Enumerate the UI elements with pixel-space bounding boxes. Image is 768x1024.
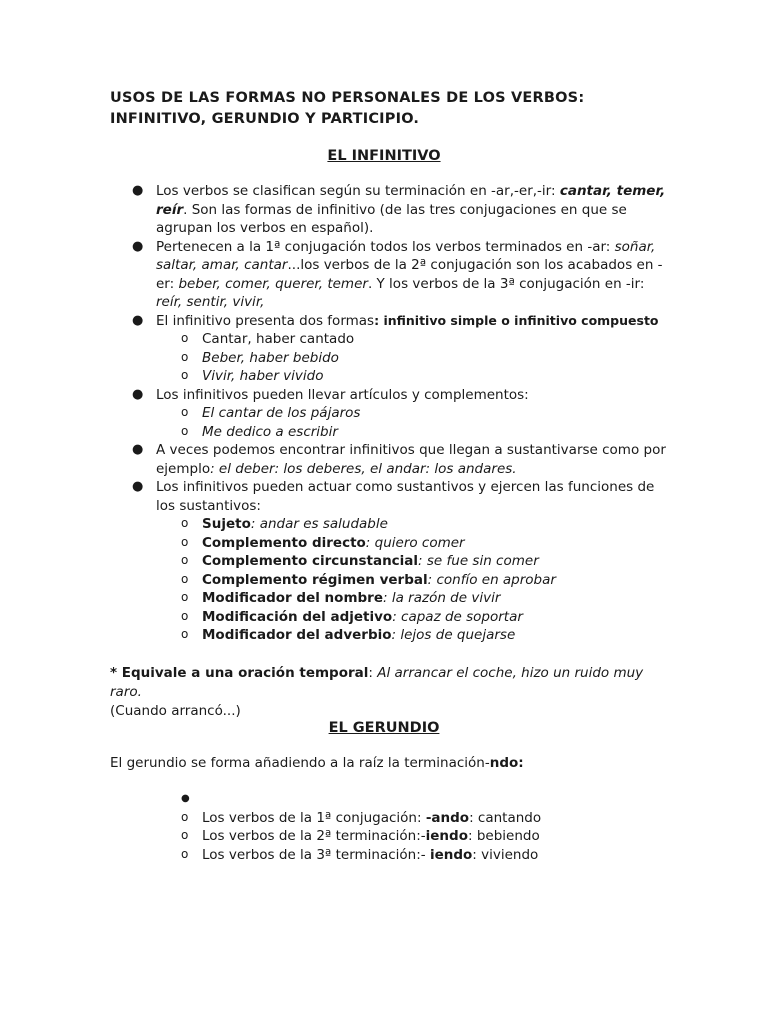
sub-text: Beber, haber bebido bbox=[202, 349, 339, 366]
bullet-icon: ● bbox=[132, 386, 144, 402]
sub-text: Me dedico a escribir bbox=[202, 423, 338, 440]
sub-item bbox=[110, 330, 670, 349]
gerundio-heading: EL GERUNDIO bbox=[328, 720, 440, 736]
ring-bullet-icon: o bbox=[181, 405, 189, 419]
ring-bullet-icon: o bbox=[181, 331, 189, 345]
ring-bullet-icon: o bbox=[181, 828, 189, 842]
document-title bbox=[110, 88, 670, 130]
equivale-example: Al arrancar el coche, hizo un ruido muy raro. bbox=[110, 665, 644, 700]
bullet-text: ...los verbos de la 2ª conjugación son los acabados en -er: bbox=[156, 257, 663, 292]
ring-bullet-icon: o bbox=[181, 368, 189, 382]
bullet-icon: ● bbox=[132, 312, 144, 328]
ring-bullet-icon: o bbox=[181, 571, 189, 586]
bullet-text: A veces podemos encontrar infinitivos que llegan a sustantivarse como por ejemplo bbox=[156, 442, 666, 477]
gerundio-example: : cantando bbox=[469, 809, 542, 826]
bullet-emphasis: : infinitivo simple o infinitivo compuesto bbox=[374, 312, 659, 328]
bullet-emphasis: cantar, temer, reír bbox=[156, 183, 666, 218]
bullet-text: Los verbos se clasifican según su terminación en -ar,-er,-ir: bbox=[156, 183, 560, 199]
function-example: : lejos de quejarse bbox=[391, 627, 516, 643]
sub-item bbox=[110, 534, 670, 553]
ring-bullet-icon: o bbox=[181, 516, 189, 530]
bullet-text: . Y los verbos de la 3ª conjugación en -ir: bbox=[367, 275, 645, 292]
infinitivo-heading: EL INFINITIVO bbox=[327, 148, 441, 164]
gerundio-ending: iendo bbox=[429, 846, 473, 863]
bullet-icon: ● bbox=[132, 479, 144, 494]
sub-item bbox=[110, 608, 670, 627]
bullet-example: soñar, saltar, amar, cantar bbox=[156, 238, 656, 273]
sub-item bbox=[110, 423, 670, 442]
bullet-item bbox=[110, 238, 670, 312]
bullet-icon: ● bbox=[132, 238, 144, 254]
function-label: Complemento circunstancial bbox=[202, 553, 419, 569]
title-line-1: USOS DE LAS FORMAS NO PERSONALES DE LOS VERBOS: bbox=[110, 90, 585, 106]
equivale-label: * Equivale a una oración temporal bbox=[110, 665, 369, 681]
function-label: Modificador del nombre bbox=[202, 590, 383, 606]
gerundio-example: : viviendo bbox=[472, 846, 539, 863]
bullet-text: Los infinitivos pueden llevar artículos y complementos: bbox=[156, 386, 529, 403]
ring-bullet-icon: o bbox=[181, 590, 189, 604]
title-line-2: INFINITIVO, GERUNDIO Y PARTICIPIO. bbox=[110, 111, 420, 127]
sub-item bbox=[110, 552, 670, 571]
sub-text: Cantar, haber cantado bbox=[202, 331, 355, 347]
function-label: Sujeto bbox=[202, 516, 251, 532]
ring-bullet-icon: o bbox=[181, 846, 189, 861]
bullet-icon: ● bbox=[132, 183, 144, 198]
ring-bullet-icon: o bbox=[181, 627, 189, 641]
bullet-icon: ● bbox=[181, 793, 190, 804]
function-example: : confío en aprobar bbox=[427, 571, 556, 588]
bullet-item bbox=[110, 386, 670, 442]
bullet-example: : el deber: los deberes, el andar: los andares. bbox=[210, 460, 517, 477]
gerundio-example: : bebiendo bbox=[467, 828, 540, 844]
sub-item bbox=[110, 404, 670, 423]
bullet-item bbox=[110, 312, 670, 386]
sub-item bbox=[110, 827, 670, 846]
bullet-text: . Son las formas de infinitivo (de las tres conjugaciones en que se agrupan los verbos en español). bbox=[156, 201, 627, 236]
sub-item bbox=[110, 846, 670, 865]
gerundio-intro-ending: ndo: bbox=[489, 755, 524, 771]
function-label: Modificación del adjetivo bbox=[202, 608, 393, 625]
gerundio-list bbox=[110, 790, 670, 864]
bullet-item bbox=[110, 478, 670, 645]
bullet-example: reír, sentir, vivir, bbox=[156, 294, 265, 310]
ring-bullet-icon: o bbox=[181, 534, 189, 549]
bullet-text: Pertenecen a la 1ª conjugación todos los verbos terminados en -ar: bbox=[156, 238, 615, 255]
sub-item bbox=[110, 367, 670, 386]
gerundio-intro-text: El gerundio se forma añadiendo a la raíz la terminación- bbox=[110, 755, 490, 771]
gerundio-ending: iendo bbox=[425, 828, 468, 844]
bullet-example: beber, comer, querer, temer bbox=[178, 275, 368, 292]
sub-text: Vivir, haber vivido bbox=[202, 368, 324, 384]
sub-item bbox=[110, 571, 670, 590]
gerundio-text: Los verbos de la 2ª terminación:- bbox=[202, 828, 426, 844]
gerundio-text: Los verbos de la 3ª terminación:- bbox=[202, 846, 430, 863]
gerundio-ending: -ando bbox=[425, 809, 470, 826]
sub-item bbox=[110, 515, 670, 534]
bullet-item bbox=[110, 441, 670, 478]
ring-bullet-icon: o bbox=[181, 423, 189, 438]
sub-item bbox=[110, 809, 670, 828]
sub-item bbox=[110, 349, 670, 368]
ring-bullet-icon: o bbox=[181, 608, 189, 623]
function-label: Complemento régimen verbal bbox=[202, 571, 428, 588]
infinitivo-content bbox=[110, 182, 670, 645]
ring-bullet-icon: o bbox=[181, 349, 189, 364]
equivale-note bbox=[110, 664, 670, 721]
equivale-paren: (Cuando arrancó...) bbox=[110, 703, 241, 719]
function-label: Complemento directo bbox=[202, 534, 366, 551]
sub-text: El cantar de los pájaros bbox=[202, 405, 361, 421]
function-example: : quiero comer bbox=[365, 534, 465, 551]
ring-bullet-icon: o bbox=[181, 809, 189, 824]
function-label: Modificador del adverbio bbox=[202, 627, 392, 643]
function-example: : se fue sin comer bbox=[418, 553, 539, 569]
ring-bullet-icon: o bbox=[181, 553, 189, 567]
bullet-icon: ● bbox=[132, 442, 144, 457]
bullet-text: Los infinitivos pueden actuar como sustantivos y ejercen las funciones de los sustantivos: bbox=[156, 479, 655, 514]
gerundio-intro bbox=[110, 754, 670, 773]
empty-bullet-item bbox=[110, 790, 670, 809]
gerundio-text: Los verbos de la 1ª conjugación: bbox=[202, 809, 426, 826]
function-example: : capaz de soportar bbox=[392, 608, 523, 625]
equivale-sep: : bbox=[368, 665, 378, 681]
bullet-text: El infinitivo presenta dos formas bbox=[156, 312, 375, 329]
function-example: : andar es saludable bbox=[250, 516, 388, 532]
sub-item bbox=[110, 589, 670, 608]
sub-item bbox=[110, 626, 670, 645]
bullet-item bbox=[110, 182, 670, 238]
function-example: : la razón de vivir bbox=[383, 590, 501, 606]
